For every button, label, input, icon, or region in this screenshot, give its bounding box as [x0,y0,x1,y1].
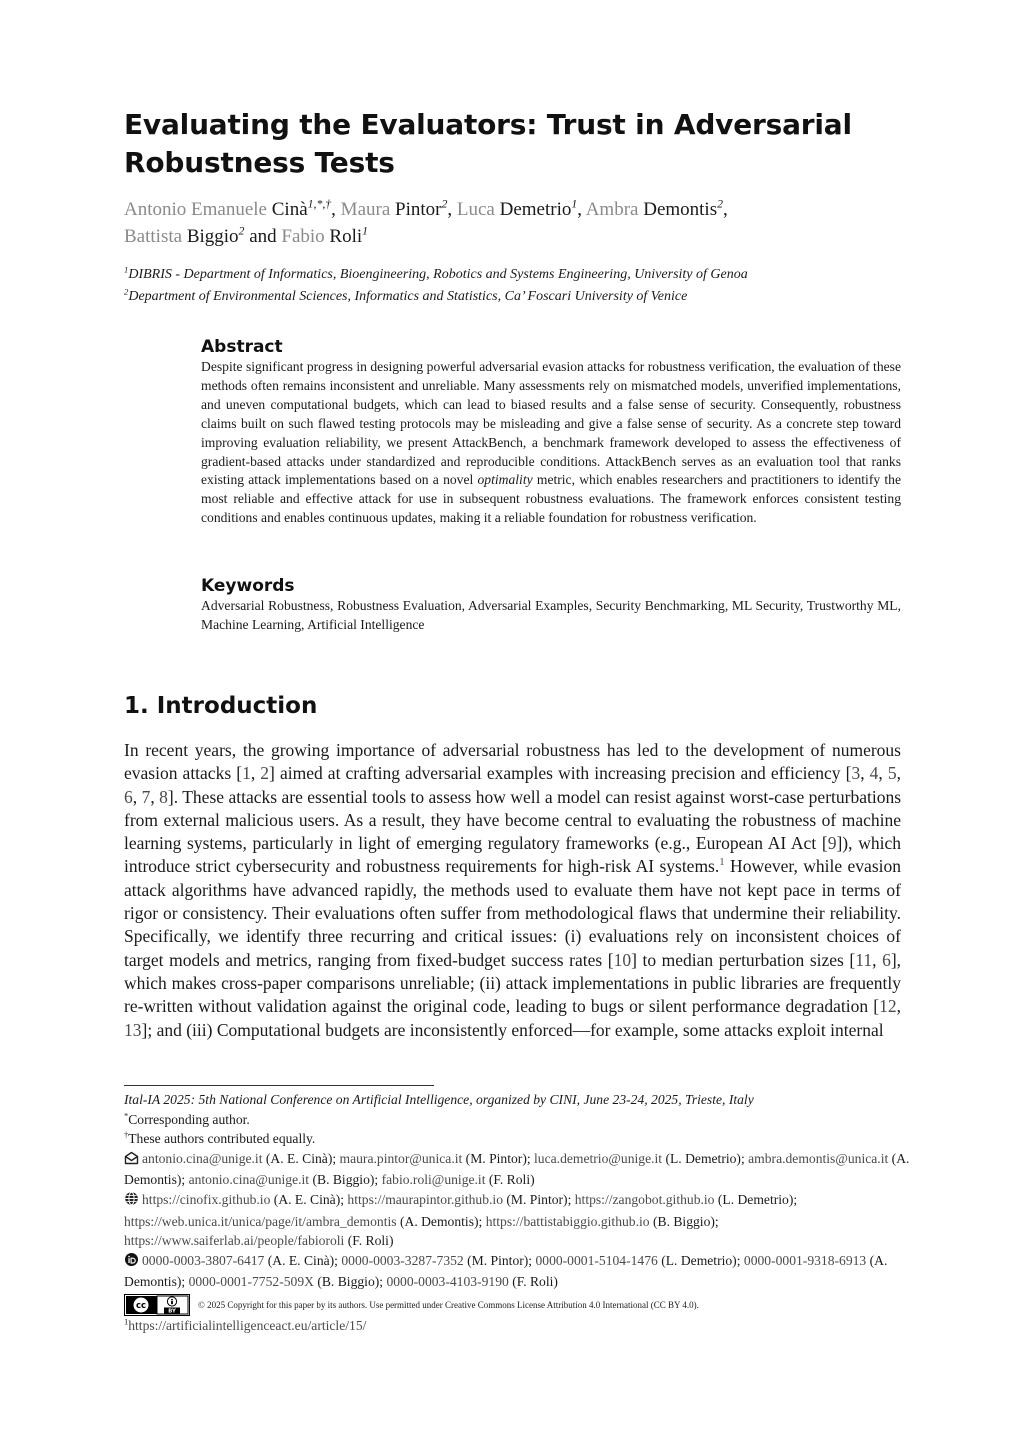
website-link[interactable]: https://www.saiferlab.ai/people/fabioroli [124,1233,345,1249]
intro-text: However, while evasion attack algorithms have advanced rapidly, the methods used to evaluate them have not kept pace in terms of rigor or consistency. Their evaluations often suffer from methodological flaws that undermine their reliability. Specifically, we identify three recurring and critical issues: (i) evaluations rely on inconsistent choices of target models and metrics, ranging from fixed-budget success rates [ [124,856,901,970]
footnote-attribution: (L. Demetrio); [662,1150,749,1166]
footnote-attribution: (M. Pintor); [503,1191,575,1207]
intro-text: , [878,763,888,784]
intro-text: ]. These attacks are essential tools to assess how well a model can resist against worst-case perturbations from external malicious users. As a result, they have become central to evaluating the robustness of machine learning systems, particularly in light of emerging regulatory frameworks (e.g., European AI Act [ [124,786,902,854]
email-link[interactable]: antonio.cina@unige.it [142,1150,263,1166]
affiliation-number: 1 [124,264,129,275]
footnote-attribution: (L. Demetrio); [657,1252,744,1268]
footnote-attribution: (B. Biggio); [313,1274,387,1290]
intro-text: ] to median perturbation sizes [ [631,949,856,970]
author [457,199,577,220]
footnote-orcids [124,1251,914,1292]
intro-text: , [860,763,870,784]
author-affiliation-mark: 1 [362,224,369,238]
copyright-text: © 2025 Copyright for this paper by its authors. Use permitted under Creative Commons License Attribution 4.0 International (CC BY 4.0). [198,1299,699,1310]
author-last-name: Cinà [271,199,308,220]
author-separator: , [447,199,457,220]
intro-text: , [896,996,901,1017]
website-link[interactable]: https://cinofix.github.io [142,1191,271,1207]
orcid-link[interactable]: 0000-0003-3287-7352 [341,1252,464,1268]
orcid-link[interactable]: 0000-0001-9318-6913 [743,1252,867,1268]
website-link[interactable]: https://battistabiggio.github.io [485,1213,650,1229]
affiliation-number: 2 [124,286,129,297]
cc-by-license-icon [124,1294,190,1316]
author-last-name: Demetrio [499,199,572,220]
citation-link[interactable]: 11 [855,949,873,970]
author-last-name: Pintor [395,199,442,220]
author-separator: and [244,226,282,247]
footnote-attribution: (A. Demontis); [124,1252,888,1290]
intro-text: ]), which introduce strict cybersecurity and robustness requirements for high-risk AI systems. [124,833,901,877]
website-link[interactable]: https://maurapintor.github.io [347,1191,503,1207]
citation-link[interactable]: 6 [882,949,891,970]
author [281,226,368,247]
footnote-attribution: (B. Biggio); [309,1172,382,1188]
footnote-attribution: (L. Demetrio); [714,1191,798,1207]
footnote-attribution: (A. Demontis); [396,1213,486,1229]
footnote-rule [124,1085,434,1086]
footnote-attribution: (M. Pintor); [462,1150,535,1166]
keywords-text: Adversarial Robustness, Robustness Evaluation, Adversarial Examples, Security Benchmarking, ML Security, Trustworthy ML, Machine Learning, Artificial Intelligence [201,598,901,632]
footnotes [124,1090,914,1336]
keywords-heading: Keywords [201,576,295,596]
citation-link[interactable]: 6 [124,786,133,807]
intro-text: , [872,949,883,970]
author-first-name: Luca [456,199,495,220]
footnote-attribution: (A. E. Cinà); [270,1191,348,1207]
intro-text: , [896,763,901,784]
author [586,199,723,220]
author-first-name: Maura [340,199,391,220]
author-first-name: Fabio [281,226,325,247]
author-affiliation-mark: 2 [238,224,245,238]
email-link[interactable]: ambra.demontis@unica.it [748,1150,889,1166]
author-first-name: Battista [124,226,183,247]
intro-text: ]; and (iii) Computational budgets are inconsistently enforced—for example, some attacks exploit internal [141,1019,884,1040]
footnote-attribution: (F. Roli) [508,1274,558,1290]
footnote-websites [124,1190,914,1251]
orcid-link[interactable]: 0000-0001-5104-1476 [535,1252,658,1268]
affiliations [124,264,924,308]
intro-text: ] aimed at crafting adversarial examples with increasing precision and efficiency [ [269,763,852,784]
footnote-attribution: (A. E. Cinà); [262,1150,340,1166]
email-link[interactable]: luca.demetrio@unige.it [534,1150,663,1166]
section-heading-introduction: 1. Introduction [124,693,318,719]
footnote-emails [124,1149,914,1190]
abstract-text: Despite significant progress in designing powerful adversarial evasion attacks for robustness verification, the evaluation of these methods often remains inconsistent and unreliable. Many assessments rely on mismatched models, unverified implementations, and uneven computational budgets, which can lead to biased results and a false sense of security. Consequently, robustness claims built on such flawed testing protocols may be misleading and give a false sense of security. As a concrete step toward improving evaluation reliability, we present AttackBench, a benchmark framework developed to assess the effectiveness of gradient-based attacks under standardized and reproducible conditions. AttackBench serves as an evaluation tool that ranks existing attack implementations based on a novel optimality metric, which enables researchers and practitioners to identify the most reliable and effective attack for use in subsequent robustness evaluations. The framework enforces consistent testing conditions and enables continuous updates, making it a reliable foundation for robustness verification. [201,359,901,526]
citation-link[interactable]: 4 [869,763,879,784]
author-last-name: Biggio [186,226,239,247]
author [124,199,331,220]
citation-link[interactable]: 9 [827,833,837,854]
orcid-icon [124,1252,139,1273]
globe-icon [124,1191,139,1212]
footnote-mark[interactable]: 1 [719,856,725,869]
affiliation [124,264,924,286]
footnote-attribution: (F. Roli) [344,1233,394,1249]
author-last-name: Demontis [643,199,718,220]
website-link[interactable]: https://web.unica.it/unica/page/it/ambra_demontis [124,1213,397,1229]
author-first-name: Antonio Emanuele [124,199,267,220]
intro-text: , [250,763,261,784]
introduction-paragraph [124,739,901,1042]
author-affiliation-mark: 1,*,† [307,197,332,211]
affiliation-text: DIBRIS - Department of Informatics, Bioengineering, Robotics and Systems Engineering, University of Genoa [128,267,748,282]
affiliation-text: Department of Environmental Sciences, Informatics and Statistics, Ca’ Foscari University of Venice [128,289,688,304]
orcid-link[interactable]: 0000-0001-7752-509X [188,1274,314,1290]
author-separator: , [577,199,586,220]
footnote-attribution: (M. Pintor); [463,1252,536,1268]
author [341,199,448,220]
author-last-name: Roli [329,226,363,247]
keywords-section [201,576,901,635]
citation-link[interactable]: 3 [851,763,861,784]
footnote-equal-contribution: †These authors contributed equally. [124,1129,316,1147]
author-separator: , [723,199,728,220]
cc-badge-left-text: cc [135,1301,147,1312]
author-affiliation-mark: 1 [571,197,578,211]
citation-link[interactable]: 8 [159,786,168,807]
author-affiliation-mark: 2 [717,197,723,211]
orcid-link[interactable]: 0000-0003-3807-6417 [142,1252,265,1268]
author-first-name: Ambra [585,199,639,220]
footnote-attribution: (A. Demontis); [124,1150,910,1188]
footnote-1-link[interactable]: https://artificialintelligenceact.eu/article/15/ [128,1317,367,1333]
citation-link[interactable]: 13 [124,1019,142,1040]
intro-text: , [150,786,160,807]
footnote-conference: Ital-IA 2025: 5th National Conference on Artificial Intelligence, organized by CINI, June 23-24, 2025, Trieste, Italy [124,1092,754,1107]
envelope-icon [124,1151,139,1171]
footnote-attribution: (F. Roli) [485,1172,535,1188]
citation-link[interactable]: 10 [613,949,632,970]
email-link[interactable]: antonio.cina@unige.it [188,1172,310,1188]
cc-badge-right-text: BY [168,1308,176,1315]
abstract-heading: Abstract [201,337,283,357]
citation-link[interactable]: 1 [242,763,251,784]
abstract-section [201,337,901,528]
citation-link[interactable]: 12 [879,996,897,1017]
intro-text: ], which makes cross-paper comparisons unreliable; (ii) attack implementations in public libraries are frequently re-written without validation against the original code, leading to bugs or silent performance degradation [ [124,949,902,1017]
paper-title: Evaluating the Evaluators: Trust in Adversarial Robustness Tests [124,108,852,179]
footnote-attribution: (A. E. Cinà); [264,1252,342,1268]
citation-link[interactable]: 2 [260,763,270,784]
author-separator: , [331,199,341,220]
author-list [124,196,914,250]
footnote-attribution: (B. Biggio); [649,1213,719,1229]
email-link[interactable]: maura.pintor@unica.it [339,1150,463,1166]
footnote-1: $^1$https://artificialintelligenceact.eu/article/15/ [124,1316,367,1333]
website-link[interactable]: https://zangobot.github.io [574,1191,715,1207]
orcid-link[interactable]: 0000-0003-4103-9190 [386,1274,509,1290]
intro-text: , [132,786,142,807]
email-link[interactable]: fabio.roli@unige.it [381,1172,486,1188]
footnote-corresponding: *Corresponding author. [124,1110,250,1127]
intro-text: In recent years, the growing importance of adversarial robustness has led to the development of numerous evasion attacks [ [124,740,901,784]
author [124,226,244,247]
citation-link[interactable]: 5 [887,763,897,784]
license-row [124,1294,914,1316]
author-affiliation-mark: 2 [441,197,448,211]
affiliation [124,286,924,308]
citation-link[interactable]: 7 [141,786,151,807]
